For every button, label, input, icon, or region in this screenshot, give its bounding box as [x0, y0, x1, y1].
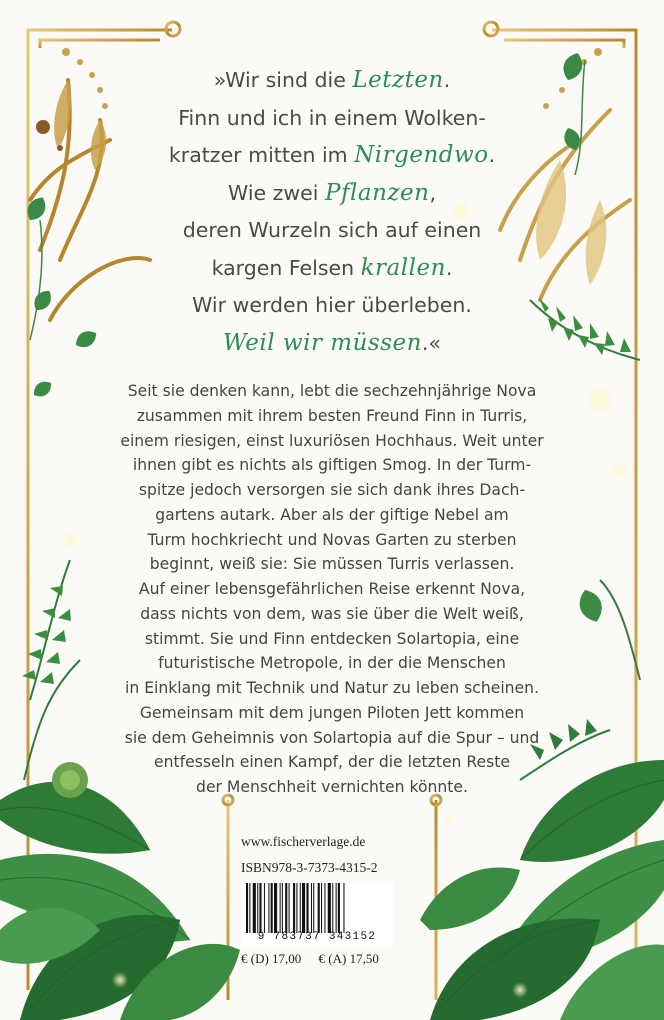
quote-text: kratzer mitten im: [168, 143, 355, 167]
quote-emphasis: krallen: [360, 254, 446, 281]
barcode-bar: [328, 883, 331, 933]
blurb-line: Gemeinsam mit dem jungen Piloten Jett kommen: [139, 703, 525, 722]
quote-emphasis: Pflanzen: [325, 179, 430, 206]
barcode-bar: [332, 883, 333, 933]
barcode-bar: [338, 883, 340, 933]
prices: [241, 951, 401, 967]
quote-line: [120, 62, 544, 100]
barcode-bar: [311, 883, 312, 933]
quote-emphasis: Weil wir müssen: [223, 329, 422, 356]
quote-emphasis: Letzten: [352, 67, 444, 93]
quote-text: .: [488, 143, 496, 167]
barcode-bar: [249, 883, 250, 933]
blurb-line: Auf einer lebensgefährlichen Reise erkennt Nova,: [138, 580, 526, 598]
quote-line: [120, 100, 544, 138]
barcode-bar: [282, 883, 283, 933]
barcode-bar: [246, 883, 248, 933]
barcode-bar: [343, 883, 344, 933]
blurb-line: beginnt, weiß sie: Sie müssen Turris verlassen.: [149, 555, 515, 574]
barcode-bar: [271, 883, 273, 933]
blurb-line: einem riesigen, einst luxuriösen Hochhaus. Weit unter: [120, 431, 544, 450]
barcode-bar: [289, 883, 290, 933]
quote-emphasis: Nirgendwo: [354, 142, 489, 168]
quote-line: [120, 212, 544, 250]
barcode-bar: [318, 883, 320, 933]
barcode-bar: [296, 883, 297, 933]
quote-line: [120, 325, 544, 363]
barcode-bar: [300, 883, 301, 933]
barcode-bar: [293, 883, 295, 933]
quote-text: Finn und ich in einem Wolken-: [178, 105, 486, 130]
quote-text: Wie zwei: [228, 180, 326, 205]
isbn: ISBN978-3-7373-4315-2: [241, 860, 378, 875]
blurb-line: futuristische Metropole, in der die Menschen: [158, 654, 506, 673]
blurb-line: ihnen gibt es nichts als giftigen Smog. In der Turm-: [132, 456, 532, 475]
barcode-bar: [264, 883, 265, 933]
barcode-bar: [324, 883, 325, 933]
blurb-line: in Einklang mit Technik und Natur zu leben scheinen.: [125, 679, 539, 697]
blurb-line: stimmt. Sie und Finn entdecken Solartopia, eine: [144, 629, 520, 648]
barcode-digits: 9 783737 343152: [257, 931, 377, 943]
blurb-line: Seit sie denken kann, lebt die sechzehnjährige Nova: [127, 382, 537, 400]
price-at: € (A) 17,50: [318, 951, 379, 966]
quote-text: kargen Felsen: [211, 255, 361, 280]
barcode-bar: [259, 883, 261, 933]
quote-text: .: [443, 68, 451, 92]
barcode-bar: [280, 883, 281, 933]
blurb-line: entfesseln einen Kampf, der die letzten Reste: [154, 753, 510, 772]
blurb-line: sie dem Geheimnis von Solartopia auf die Spur – und: [124, 728, 540, 747]
quote-line: [120, 137, 544, 175]
barcode-bars: [246, 883, 386, 933]
barcode-bar: [257, 883, 258, 933]
quote-text: deren Wurzeln sich auf einen: [182, 218, 482, 242]
quote-line: [120, 175, 544, 213]
barcode: [241, 881, 393, 947]
blurb-line: zusammen mit ihrem besten Freund Finn in Turris,: [136, 406, 528, 425]
barcode-bar: [321, 883, 322, 933]
blurb-line: dass nichts von dem, was sie über die Welt weiß,: [140, 604, 524, 623]
barcode-bar: [274, 883, 277, 933]
barcode-bar: [306, 883, 308, 933]
price-de: € (D) 17,00: [241, 951, 302, 966]
barcode-bar: [285, 883, 287, 933]
quote-text: Wir werden hier überleben.: [192, 293, 472, 317]
quote-text: »Wir sind die: [213, 68, 353, 92]
publisher-website[interactable]: www.fischerverlage.de: [241, 834, 366, 849]
barcode-bar: [302, 883, 305, 933]
barcode-bar: [268, 883, 269, 933]
barcode-bar: [313, 883, 314, 933]
blurb-line: der Menschheit vernichten könnte.: [196, 778, 468, 796]
blurb-line: spitze jedoch versorgen sie sich dank ihres Dach-: [138, 481, 526, 499]
blurb-line: Turm hochkriecht und Novas Garten zu sterben: [147, 530, 517, 549]
barcode-bar: [253, 883, 256, 933]
quote-block: [120, 62, 544, 362]
quote-line: [120, 287, 544, 325]
quote-line: [120, 250, 544, 288]
barcode-bar: [336, 883, 337, 933]
quote-text: .: [445, 255, 453, 280]
blurb-text: [98, 379, 566, 800]
quote-text: ,: [429, 180, 436, 205]
quote-text: .«: [421, 330, 441, 355]
blurb-line: gartens autark. Aber als der giftige Nebel am: [155, 505, 509, 524]
publisher-info: [241, 832, 401, 884]
